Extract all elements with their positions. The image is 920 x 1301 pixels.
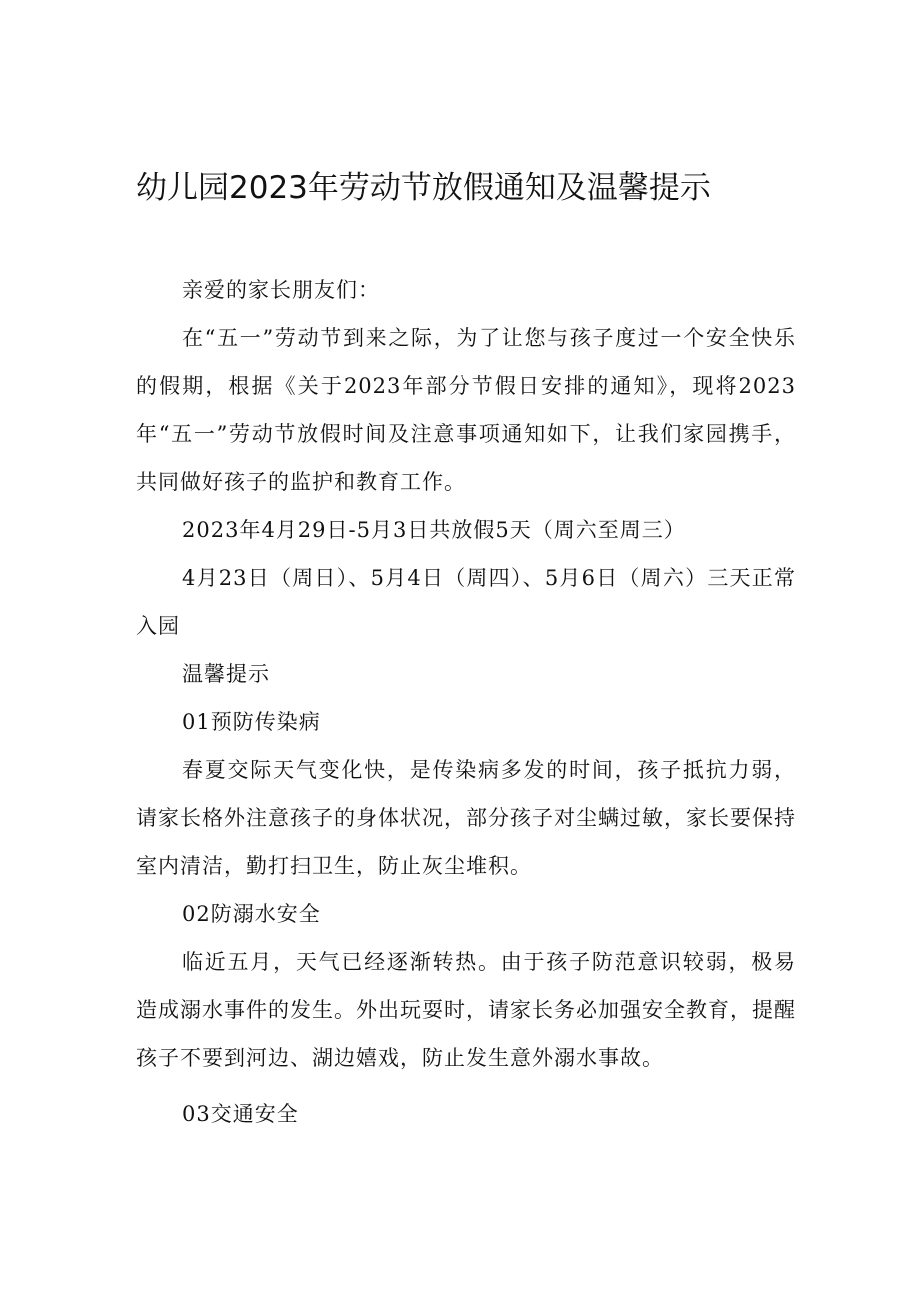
- tips-heading: 温馨提示: [182, 662, 270, 686]
- disease-paragraph: 春夏交际天气变化快，是传染病多发的时间，孩子抵抗力弱，请家长格外注意孩子的身体状况，部分孩子对尘螨过敏，家长要保持室内清洁，勤打扫卫生，防止灰尘堆积。: [136, 758, 796, 878]
- greeting: 亲爱的家长朋友们：: [182, 278, 380, 302]
- holiday-dates: 2023年4月29日-5月3日共放假5天（周六至周三）: [182, 518, 686, 542]
- drowning-paragraph: 临近五月，天气已经逐渐转热。由于孩子防范意识较弱，极易造成溺水事件的发生。外出玩耍时，请家长务必加强安全教育，提醒孩子不要到河边、湖边嬉戏，防止发生意外溺水事故。: [136, 950, 796, 1070]
- document-title: 幼儿园2023年劳动节放假通知及温馨提示: [136, 170, 711, 206]
- intro-paragraph: 在“五一”劳动节到来之际，为了让您与孩子度过一个安全快乐的假期，根据《关于2023年部分节假日安排的通知》，现将2023年“五一”劳动节放假时间及注意事项通知如下，让我们家园携手，共同做好孩子的监护和教育工作。: [136, 326, 796, 494]
- section-heading-disease: 01预防传染病: [182, 710, 321, 734]
- section-heading-traffic: 03交通安全: [182, 1102, 299, 1126]
- document-body: [136, 266, 796, 1138]
- section-heading-drowning: 02防溺水安全: [182, 902, 321, 926]
- workday-dates: 4月23日（周日）、5月4日（周四）、5月6日（周六）三天正常入园: [136, 566, 796, 638]
